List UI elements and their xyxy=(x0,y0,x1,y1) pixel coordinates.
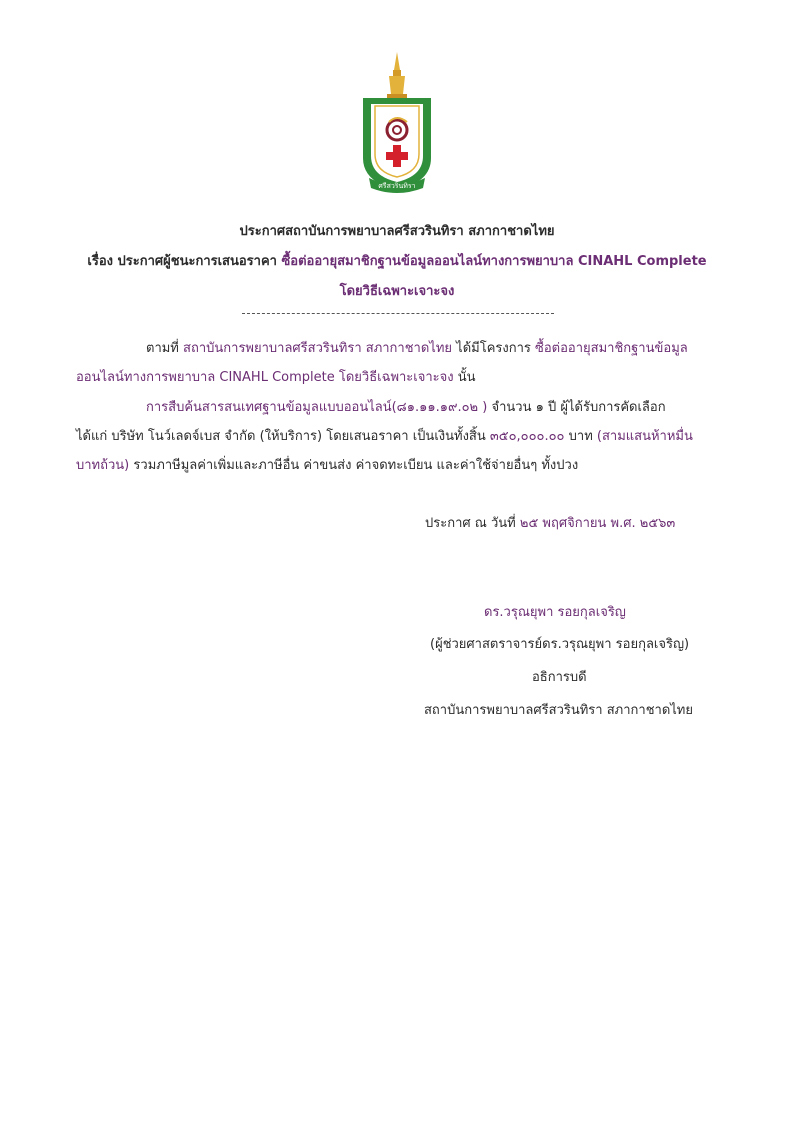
subject-text: ซื้อต่ออายุสมาชิกฐานข้อมูลออนไลน์ทางการพยาบาล CINAHL Complete xyxy=(281,254,707,269)
announcement-method xyxy=(0,280,794,301)
text: จำนวน ๑ ปี ผู้ได้รับการคัดเลือก xyxy=(491,400,666,415)
amount-words: (สามแสนห้าหมื่น xyxy=(596,429,693,444)
project-name: ซื้อต่ออายุสมาชิกฐานข้อมูล xyxy=(535,341,688,356)
text: นั้น xyxy=(457,370,476,385)
amount-words-cont: บาทถ้วน) xyxy=(76,458,130,473)
org-name: สถาบันการพยาบาลศรีสวรินทิรา สภากาชาดไทย xyxy=(183,341,453,356)
text: ตามที่ xyxy=(146,341,179,356)
institution-logo xyxy=(357,50,437,195)
announce-date xyxy=(425,512,675,533)
text: รวมภาษีมูลค่าเพิ่มและภาษีอื่น ค่าขนส่ง ค่าจดทะเบียน และค่าใช้จ่ายอื่นๆ ทั้งปวง xyxy=(133,458,579,473)
body-line-5 xyxy=(76,454,578,475)
body-line-3 xyxy=(146,396,666,417)
announcement-title xyxy=(0,220,794,241)
signer-organization: สถาบันการพยาบาลศรีสวรินทิรา สภากาชาดไทย xyxy=(424,703,693,718)
body-line-2 xyxy=(76,366,476,387)
announcement-subject xyxy=(0,250,794,271)
winner-text: ได้แก่ บริษัท โนว์เลดจ์เบส จำกัด (ให้บริการ) โดยเสนอราคา เป็นเงินทั้งสิ้น xyxy=(76,429,486,444)
body-line-1 xyxy=(146,337,688,358)
amount: ๓๕๐,๐๐๐.๐๐ xyxy=(489,429,565,444)
separator-line xyxy=(242,313,554,314)
body-line-4 xyxy=(76,425,693,446)
subject-prefix: เรื่อง ประกาศผู้ชนะการเสนอราคา xyxy=(87,254,277,269)
text: ได้มีโครงการ xyxy=(456,341,531,356)
item-code: การสืบค้นสารสนเทศฐานข้อมูลแบบออนไลน์(๘๑.๑๑.๑๙.๐๒ ) xyxy=(146,400,488,415)
signer-name: ดร.วรุณยุพา รอยกุลเจริญ xyxy=(484,605,626,620)
date-value: ๒๕ พฤศจิกายน พ.ศ. ๒๕๖๓ xyxy=(519,516,676,531)
signer-position: อธิการบดี xyxy=(532,670,587,685)
title-line-1: ประกาศสถาบันการพยาบาลศรีสวรินทิรา สภากาชาดไทย xyxy=(239,224,555,239)
currency: บาท xyxy=(568,429,593,444)
project-name-cont: ออนไลน์ทางการพยาบาล CINAHL Complete โดยวิธีเฉพาะเจาะจง xyxy=(76,370,454,385)
logo-text: ศรีสวรินทิรา xyxy=(378,182,416,190)
date-prefix: ประกาศ ณ วันที่ xyxy=(425,516,516,531)
method-text: โดยวิธีเฉพาะเจาะจง xyxy=(339,284,455,299)
signer-full-title: (ผู้ช่วยศาสตราจารย์ดร.วรุณยุพา รอยกุลเจริญ) xyxy=(430,637,690,652)
